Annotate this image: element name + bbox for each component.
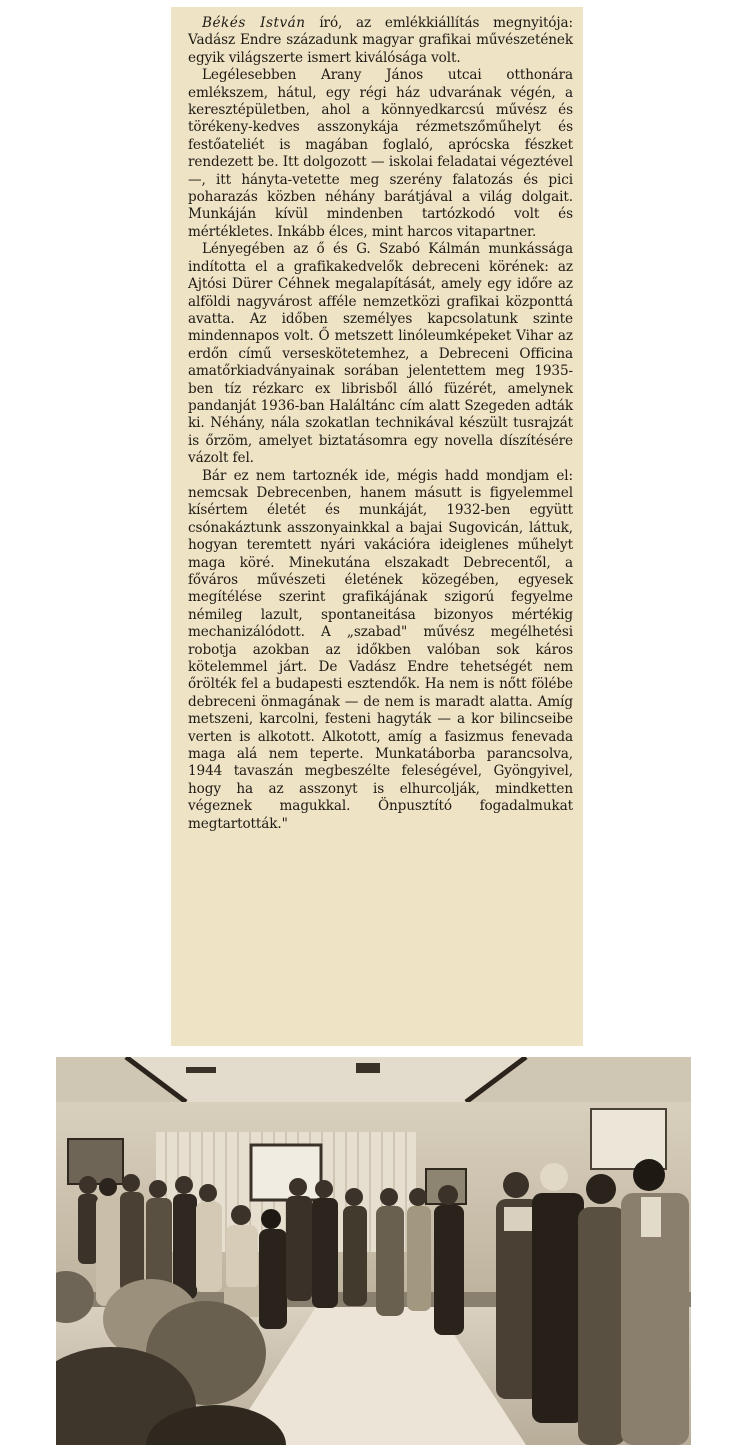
framed-artwork <box>68 1139 123 1184</box>
framed-artwork <box>591 1109 666 1169</box>
paragraph-3: Lényegében az ő és G. Szabó Kálmán munkássága indította el a grafikakedvelők debreceni körének: az Ajtósi Dürer Céhnek megalapítását, amely egy időre az alföldi nagyvárost afféle nemzetközi grafikai központtá avatta. Az időben személyes kapcsolatunk szinte mindennapos volt. Ő metszett linóleumképeket Vihar az erdőn című verseskötetemhez, a Debreceni Officina amatőrkiadványainak sorában jelentettem meg 1935-ben tíz rézkarc ex librisből álló füzérét, amelynek pandanját 1936-ban Haláltánc cím alatt Szegeden adták ki. Néhány, nála szokatlan technikával készült tusrajzát is őrzöm, amelyet biztatásomra egy novella díszítésére vázolt fel. <box>188 241 573 467</box>
paragraph-1-text: író, az emlékkiállítás megnyitója: Vadász Endre századunk magyar grafikai művészetének egyik világszerte ismert kiválósága volt. <box>188 15 573 66</box>
exhibition-photo-drawing <box>56 1057 691 1445</box>
paragraph-2: Legélesebben Arany János utcai otthonára emlékszem, hátul, egy régi ház udvarának végén, a keresztépületben, ahol a könnyedkarcsú művész és törékeny-kedves asszonykája rézmetszőműhelyt és festőateliét is magában foglaló, aprócska fészket rendezett be. Itt dolgozott — iskolai feladatai végeztével —, itt hányta-vetette meg szerény falatozás és pici poharazás közben néhány barátjával a világ dolgait. Munkáján kívül mindenben tartózkodó volt és mértékletes. Inkább élces, mint harcos vitapartner. <box>188 67 573 240</box>
paragraph-1 <box>188 15 573 67</box>
paragraph-4: Bár ez nem tartoznék ide, mégis hadd mondjam el: nemcsak Debrecenben, hanem másutt is figyelemmel kísértem életét és munkáját, 1932-ben együtt csónakáztunk asszonyainkkal a bajai Sugovicán, láttuk, hogyan teremtett nyári vakációra ideiglenes műhelyt maga köré. Minekutána elszakadt Debrecentől, a főváros művészeti életének közegében, egyesek megítélése szerint grafikájának szigorú fegyelme némileg lazult, spontaneitása bizonyos mértékig mechanizálódott. A „szabad" művész megélhetési robotja azokban az időkben valóban sok káros kötelemmel járt. De Vadász Endre tehetségét nem őrölték fel a budapesti esztendők. Ha nem is nőtt fölébe debreceni önmagának — de nem is maradt alatta. Amíg metszeni, karcolni, festeni hagyták — a kor bilincseibe verten is alkotott. Alkotott, amíg a fasizmus fenevada maga alá nem teperte. Munkatáborba parancsolva, 1944 tavaszán megbeszélte feleségével, Gyöngyivel, hogy ha az asszonyt is elhurcolják, mindketten végeznek magukkal. Önpusztító fogadalmukat megtartották." <box>188 467 573 832</box>
framed-artwork <box>251 1145 321 1200</box>
newspaper-clipping <box>171 7 583 1046</box>
author-name: Békés István <box>202 15 306 31</box>
exhibition-photo <box>56 1057 691 1445</box>
